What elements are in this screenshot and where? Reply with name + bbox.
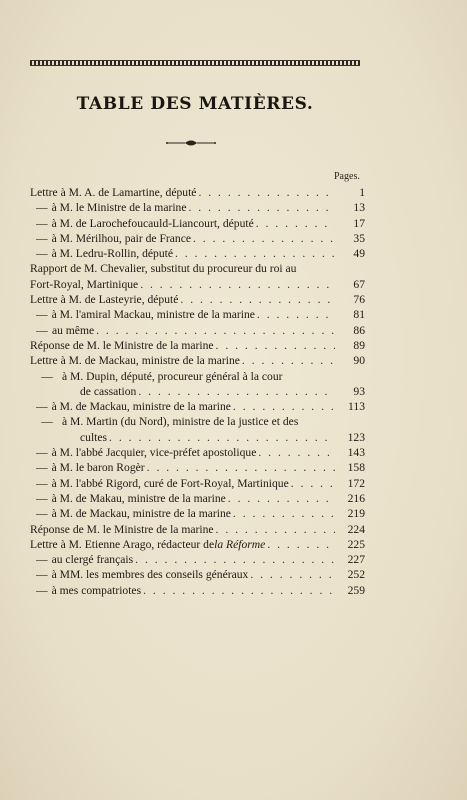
toc-entry-text: à M. de Mackau, ministre de la marine bbox=[51, 400, 231, 414]
toc-entry-text: Réponse de M. le Ministre de la marine bbox=[30, 522, 214, 536]
toc-entry-dash: — bbox=[36, 446, 48, 460]
toc-page-number: 89 bbox=[353, 338, 365, 352]
dot-leader bbox=[231, 506, 335, 521]
toc-entry-dash: — bbox=[36, 247, 48, 261]
toc-entry bbox=[30, 323, 365, 338]
toc-entry-dash: — bbox=[36, 308, 48, 322]
toc-entry bbox=[30, 537, 365, 552]
pages-column-header: Pages. bbox=[334, 171, 360, 182]
toc-page-number: 49 bbox=[353, 247, 365, 261]
dot-leader bbox=[187, 200, 336, 215]
dot-leader bbox=[248, 567, 335, 582]
ornament-divider-icon bbox=[165, 138, 217, 148]
toc-entry-dash: — bbox=[36, 583, 48, 597]
toc-page-number: 123 bbox=[347, 430, 365, 444]
dot-leader bbox=[231, 399, 335, 414]
toc-entry-text: à M. Mérilhou, pair de France bbox=[51, 231, 191, 245]
dot-leader bbox=[196, 185, 335, 200]
toc-entry bbox=[30, 567, 365, 582]
toc-entry bbox=[30, 185, 365, 200]
dot-leader bbox=[141, 583, 335, 598]
toc-entry bbox=[30, 460, 365, 475]
toc-entry-text: à M. Martin (du Nord), ministre de la justice et des bbox=[62, 415, 299, 429]
dot-leader bbox=[214, 338, 335, 353]
toc-entry bbox=[30, 246, 365, 261]
toc-page-number: 113 bbox=[348, 400, 365, 414]
dot-leader bbox=[107, 430, 335, 445]
toc-entry bbox=[30, 491, 365, 506]
toc-entry-text: Lettre à M. A. de Lamartine, député bbox=[30, 186, 197, 199]
toc-page-number: 227 bbox=[347, 553, 365, 567]
dot-leader bbox=[136, 384, 335, 399]
toc-entry bbox=[30, 583, 365, 598]
toc-entry bbox=[30, 353, 365, 368]
toc-entry-text: au même bbox=[51, 323, 95, 337]
dot-leader bbox=[94, 323, 335, 338]
toc-page-number: 158 bbox=[347, 461, 365, 475]
toc-entry-italic: la Réforme bbox=[214, 537, 266, 551]
toc-page-number: 143 bbox=[347, 446, 365, 460]
toc-page-number: 224 bbox=[347, 522, 365, 536]
toc-entry-dash: — bbox=[36, 323, 48, 337]
dot-leader bbox=[145, 460, 335, 475]
toc-page-number: 225 bbox=[347, 537, 365, 551]
toc-entry bbox=[30, 476, 365, 491]
toc-entry bbox=[30, 552, 365, 567]
dot-leader bbox=[178, 292, 335, 307]
toc-entry-dash: — bbox=[36, 216, 48, 230]
dot-leader bbox=[226, 491, 335, 506]
toc-entry bbox=[30, 506, 365, 521]
toc-entry-dash: — bbox=[36, 491, 48, 505]
toc-entry-text: Rapport de M. Chevalier, substitut du procureur du roi au bbox=[30, 262, 297, 276]
toc-entry-dash: — bbox=[36, 201, 48, 215]
page-title: TABLE DES MATIÈRES. bbox=[76, 94, 314, 114]
toc-page-number: 90 bbox=[353, 354, 365, 368]
toc-page-number: 259 bbox=[347, 583, 365, 597]
toc-page-number: 17 bbox=[353, 216, 365, 230]
dot-leader bbox=[138, 277, 335, 292]
toc-entry-text: à M. Ledru-Rollin, député bbox=[51, 247, 173, 261]
dot-leader bbox=[133, 552, 335, 567]
toc-page-number: 81 bbox=[353, 308, 365, 322]
toc-page-number: 13 bbox=[353, 201, 365, 215]
toc-entry-dash: — bbox=[36, 231, 48, 245]
toc-entry bbox=[30, 399, 365, 414]
toc-entry-dash: — bbox=[36, 476, 48, 490]
toc-entry bbox=[30, 231, 365, 246]
toc-entry-text: à M. de Larochefoucauld-Liancourt, député bbox=[51, 216, 254, 230]
table-of-contents bbox=[30, 185, 365, 598]
toc-entry-text: à M. Dupin, député, procureur général à la cour bbox=[62, 369, 283, 383]
toc-page-number: 216 bbox=[347, 491, 365, 505]
toc-entry-text: cultes bbox=[80, 430, 108, 444]
toc-entry bbox=[30, 216, 365, 231]
toc-entry-text: à M. le baron Rogèr bbox=[51, 461, 145, 475]
toc-entry-text: à M. l'amiral Mackau, ministre de la marine bbox=[51, 308, 255, 322]
toc-entry bbox=[30, 369, 365, 400]
toc-page-number: 93 bbox=[353, 384, 365, 398]
toc-entry-text: à M. de Mackau, ministre de la marine bbox=[51, 507, 231, 521]
dot-leader bbox=[214, 522, 335, 537]
toc-entry-text: Fort-Royal, Martinique bbox=[30, 277, 139, 291]
toc-entry-text: de cassation bbox=[80, 384, 137, 398]
toc-page-number: 252 bbox=[347, 568, 365, 582]
dot-leader bbox=[240, 353, 335, 368]
toc-entry bbox=[30, 445, 365, 460]
toc-page-number: 86 bbox=[353, 323, 365, 337]
dot-leader bbox=[255, 307, 335, 322]
decorative-header-rule bbox=[30, 60, 360, 66]
toc-page-number: 172 bbox=[347, 476, 365, 490]
toc-entry-dash: — bbox=[36, 553, 48, 567]
toc-page-number: 219 bbox=[347, 507, 365, 521]
toc-entry-text: Lettre à M. Etienne Arago, rédacteur de bbox=[30, 537, 215, 551]
toc-entry-text: au clergé français bbox=[51, 553, 134, 567]
toc-entry-text: à M. de Makau, ministre de la marine bbox=[51, 491, 226, 505]
dot-leader bbox=[265, 537, 335, 552]
toc-entry-dash: — bbox=[36, 568, 48, 582]
dot-leader bbox=[191, 231, 335, 246]
toc-entry bbox=[30, 522, 365, 537]
toc-page-number: 35 bbox=[353, 231, 365, 245]
toc-entry-text: Réponse de M. le Ministre de la marine bbox=[30, 338, 214, 352]
dot-leader bbox=[254, 216, 335, 231]
toc-entry-dash: — bbox=[41, 415, 53, 429]
toc-entry bbox=[30, 414, 365, 445]
toc-entry-text: Lettre à M. de Lasteyrie, député bbox=[30, 293, 179, 307]
toc-entry bbox=[30, 338, 365, 353]
dot-leader bbox=[256, 445, 335, 460]
toc-entry-dash: — bbox=[36, 507, 48, 521]
toc-entry-text: Lettre à M. de Mackau, ministre de la marine bbox=[30, 354, 240, 368]
toc-entry-text: à M. l'abbé Rigord, curé de Fort-Royal, Martinique bbox=[51, 476, 289, 490]
toc-entry-text: à MM. les membres des conseils généraux bbox=[51, 568, 249, 582]
toc-entry bbox=[30, 307, 365, 322]
toc-entry-text: à M. l'abbé Jacquier, vice-préfet apostolique bbox=[51, 446, 257, 460]
toc-entry-dash: — bbox=[36, 400, 48, 414]
toc-page-number: 67 bbox=[353, 277, 365, 291]
toc-entry bbox=[30, 292, 365, 307]
toc-entry-text: à M. le Ministre de la marine bbox=[51, 201, 187, 215]
toc-entry bbox=[30, 200, 365, 215]
toc-page-number: 1 bbox=[359, 186, 365, 199]
dot-leader bbox=[289, 476, 335, 491]
toc-entry-dash: — bbox=[36, 461, 48, 475]
toc-entry bbox=[30, 261, 365, 292]
dot-leader bbox=[173, 246, 335, 261]
toc-entry-text: à mes compatriotes bbox=[51, 583, 142, 597]
toc-entry-dash: — bbox=[41, 369, 53, 383]
toc-page-number: 76 bbox=[353, 293, 365, 307]
